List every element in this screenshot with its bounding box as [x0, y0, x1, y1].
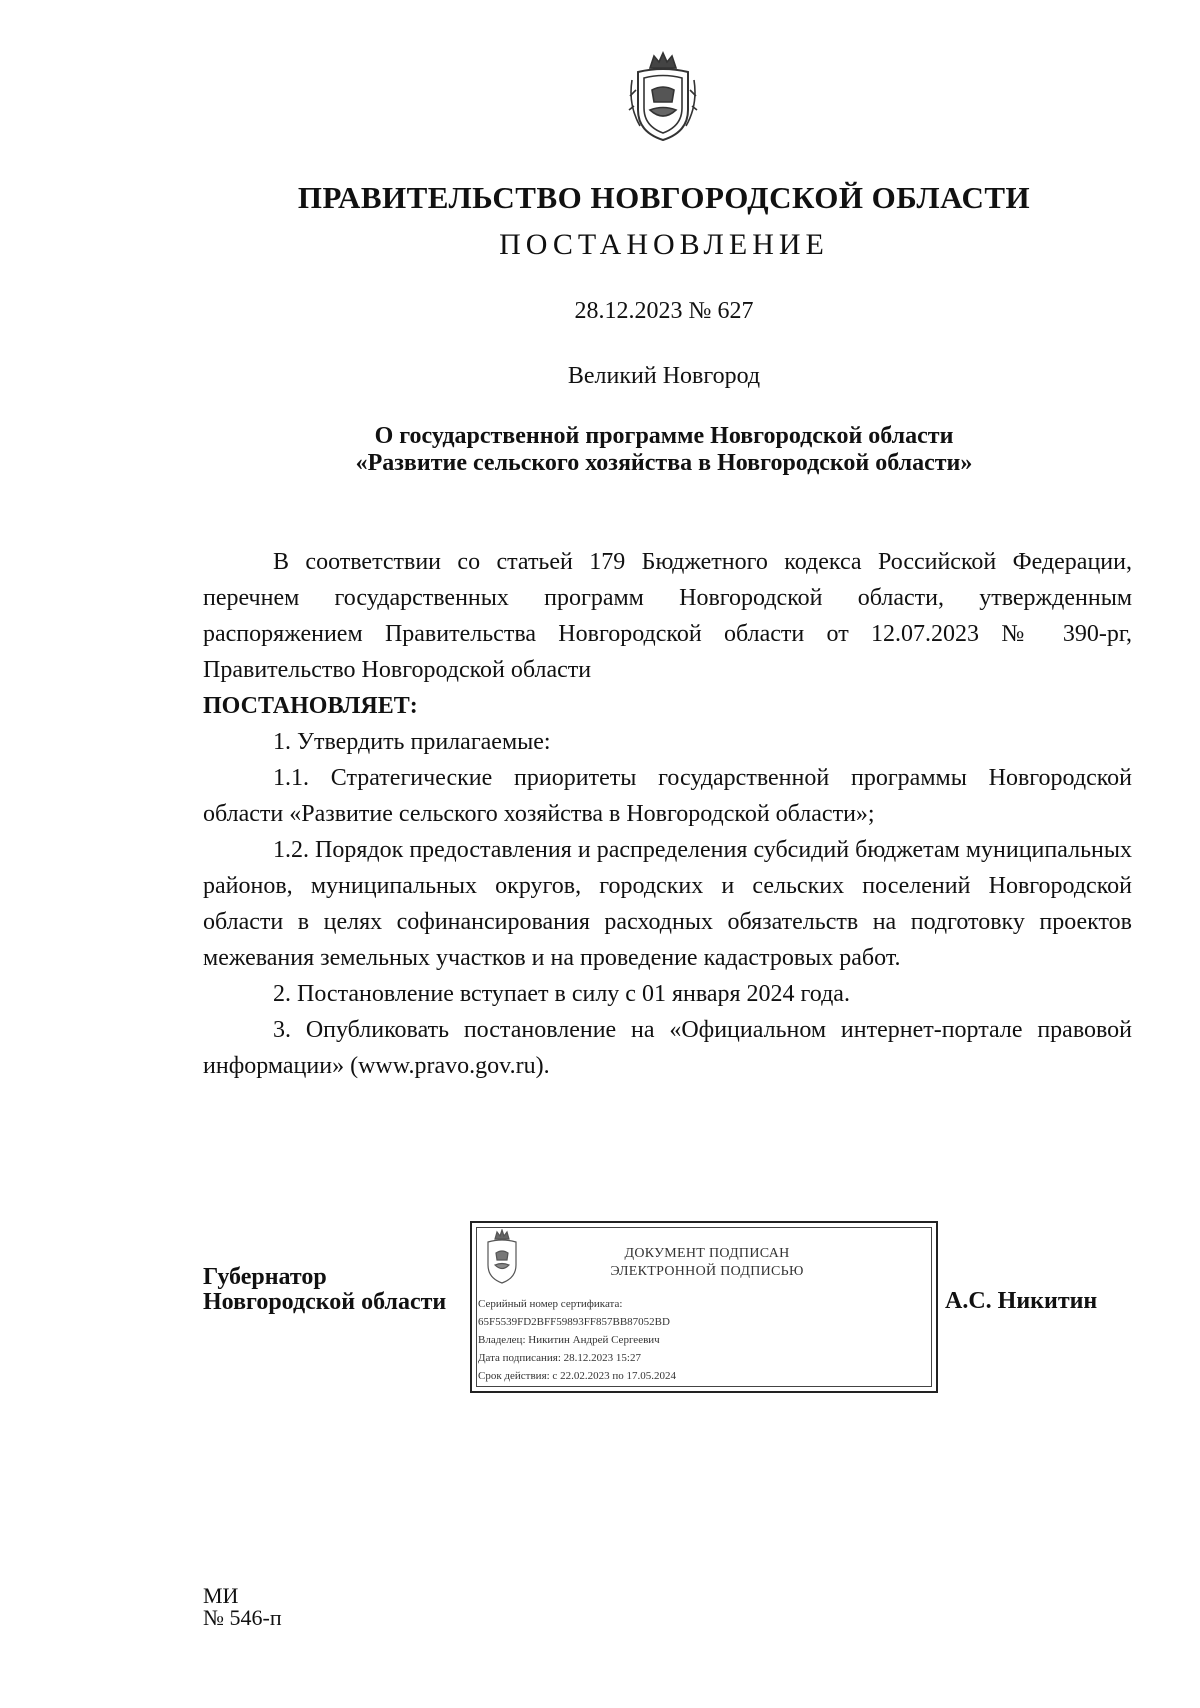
document-type: ПОСТАНОВЛЕНИЕ [499, 228, 829, 261]
signatory-role-line-1: Губернатор [203, 1264, 327, 1290]
signatory-role [203, 1265, 446, 1315]
preamble-paragraph: В соответствии со статьей 179 Бюджетного кодекса Российской Федерации, перечнем государственных программ Новгородской области, утвержденным распоряжением Правительства Новгородской области от 12.07.2023 № 390-рг, Правительство Новгородской области [203, 549, 1132, 683]
stamp-signed-date: Дата подписания: 28.12.2023 15:27 [478, 1352, 641, 1364]
stamp-details [478, 1295, 676, 1385]
document-subject [0, 423, 1200, 477]
document-date-number: 28.12.2023 № 627 [574, 298, 754, 324]
electronic-signature-stamp [470, 1221, 938, 1393]
stamp-coat-of-arms-icon [482, 1229, 522, 1285]
item-3: 3. Опубликовать постановление на «Официальном интернет-портале правовой информации» (www.pravo.gov.ru). [203, 1017, 1132, 1079]
item-2: 2. Постановление вступает в силу с 01 января 2024 года. [273, 981, 850, 1007]
footer-reference [203, 1585, 282, 1629]
stamp-validity: Срок действия: с 22.02.2023 по 17.05.2024 [478, 1370, 676, 1382]
subject-line-2: «Развитие сельского хозяйства в Новгородской области» [355, 450, 973, 476]
document-body [203, 544, 1132, 1084]
item-1-1: 1.1. Стратегические приоритеты государственной программы Новгородской области «Развитие сельского хозяйства в Новгородской области»; [203, 765, 1132, 827]
stamp-header-line-2: ЭЛЕКТРОННОЙ ПОДПИСЬЮ [610, 1264, 804, 1279]
stamp-header [532, 1245, 882, 1281]
stamp-owner: Владелец: Никитин Андрей Сергеевич [478, 1334, 660, 1346]
stamp-header-line-1: ДОКУМЕНТ ПОДПИСАН [624, 1246, 790, 1261]
document-place: Великий Новгород [567, 363, 761, 389]
government-title: ПРАВИТЕЛЬСТВО НОВГОРОДСКОЙ ОБЛАСТИ [297, 180, 1031, 215]
decree-word: ПОСТАНОВЛЯЕТ: [203, 693, 418, 719]
signatory-name: А.С. Никитин [945, 1288, 1098, 1314]
signatory-role-line-2: Новгородской области [203, 1289, 447, 1315]
novgorod-coat-of-arms [628, 50, 698, 144]
subject-line-1: О государственной программе Новгородской области [374, 423, 954, 449]
item-1-2: 1.2. Порядок предоставления и распределения субсидий бюджетам муниципальных районов, муниципальных округов, городских и сельских поселений Новгородской области в целях софинансирования расходных обязательств на подготовку проектов межевания земельных участков и на проведение кадастровых работ. [203, 837, 1132, 971]
footer-initials: МИ [203, 1583, 239, 1608]
stamp-serial-number: 65F5539FD2BFF59893FF857BB87052BD [478, 1316, 670, 1328]
item-1: 1. Утвердить прилагаемые: [273, 729, 551, 755]
footer-code: № 546-п [203, 1605, 282, 1630]
stamp-serial-label: Серийный номер сертификата: [478, 1298, 623, 1310]
